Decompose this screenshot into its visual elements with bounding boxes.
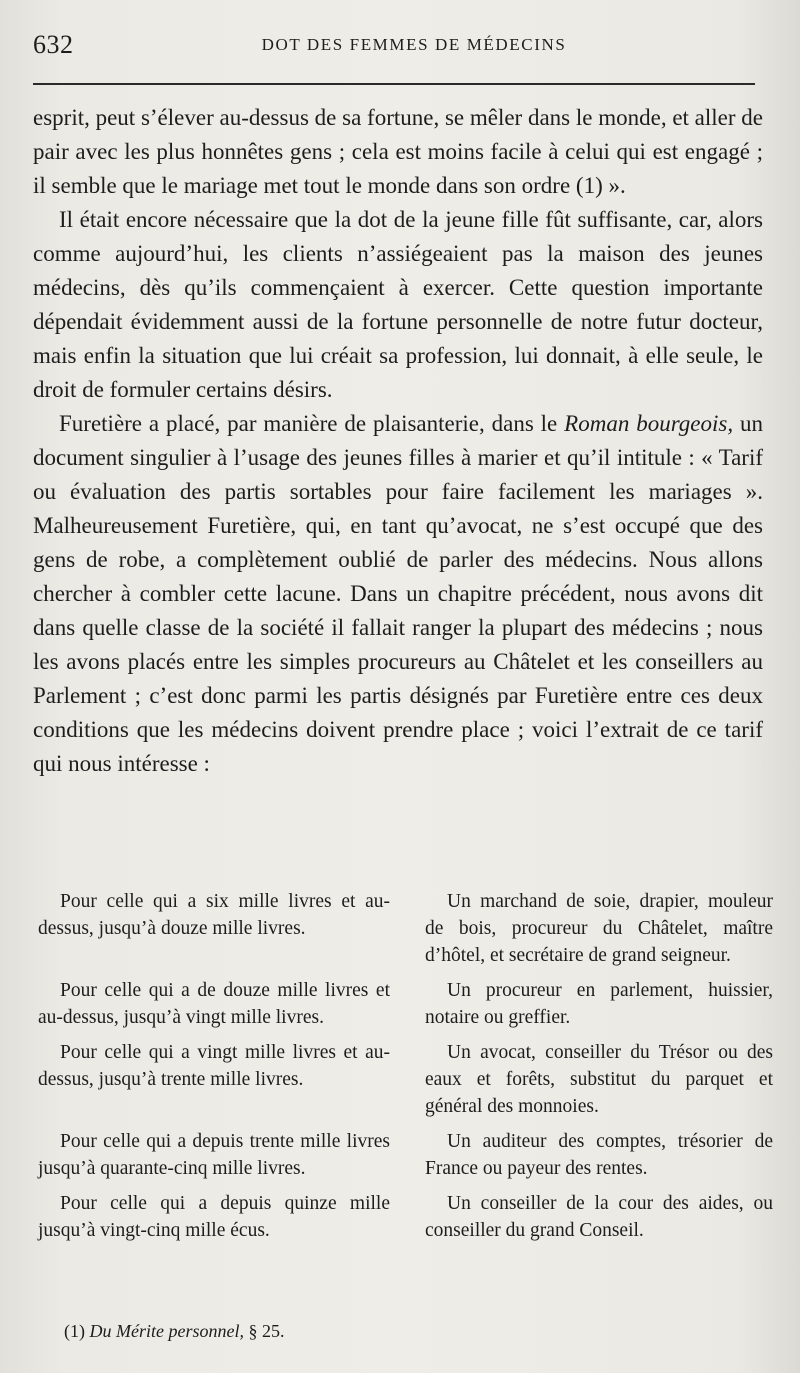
- footnote-marker: (1): [64, 1321, 85, 1341]
- footnote-reference: § 25.: [248, 1321, 285, 1341]
- tariff-match: Un marchand de soie, drapier, mouleur de bois, procureur du Châtelet, maître d’hôtel, et secrétaire de grand seigneur.: [425, 891, 773, 966]
- page-number: 632: [33, 30, 74, 59]
- tariff-row: [38, 1190, 773, 1244]
- book-title-roman-bourgeois: Roman bourgeois,: [564, 411, 734, 436]
- tariff-row: [38, 1039, 773, 1120]
- tariff-dowry: Pour celle qui a six mille livres et au-dessus, jusqu’à douze mille livres.: [38, 891, 390, 939]
- paragraph-2: Il était encore nécessaire que la dot de la jeune fille fût suffisante, car, alors comme aujourd’hui, les clients n’assiégeaient pas la maison des jeunes médecins, dès qu’ils commençaient à exercer. Cette question importante dépendait évidemment aussi de la fortune personnelle de notre futur docteur, mais enfin la situation que lui créait sa profession, lui donnait, à elle seule, le droit de formuler certains désirs.: [33, 207, 763, 402]
- paragraph-3-rest: un document singulier à l’usage des jeunes filles à marier et qu’il intitule : « Tarif ou évaluation des partis sortables pour faire facilement les mariages ». Malheureusement Furetière, qui, en tant qu’avocat, ne s’est occupé que des gens de robe, a complètement oublié de parler des médecins. Nous allons chercher à combler cette lacune. Dans un chapitre précédent, nous avons dit dans quelle classe de la société il fallait ranger la plupart des médecins ; nous les avons placés entre les simples procureurs au Châtelet et les conseillers au Parlement ; c’est donc parmi les partis désignés par Furetière entre ces deux conditions que les médecins doivent prendre place ; voici l’extrait de ce tarif qui nous intéresse :: [33, 411, 763, 776]
- tariff-match: Un auditeur des comptes, trésorier de France ou payeur des rentes.: [425, 1131, 773, 1179]
- footnote: [64, 1319, 284, 1343]
- paragraph-3-start: Furetière a placé, par manière de plaisanterie, dans le: [59, 411, 565, 436]
- tariff-row: [38, 977, 773, 1031]
- tariff-dowry: Pour celle qui a depuis quinze mille jusqu’à vingt-cinq mille écus.: [38, 1193, 390, 1241]
- tariff-match: Un avocat, conseiller du Trésor ou des eaux et forêts, substitut du parquet et général des monnoies.: [425, 1042, 773, 1117]
- tariff-dowry: Pour celle qui a depuis trente mille livres jusqu’à quarante-cinq mille livres.: [38, 1131, 390, 1179]
- tariff-row: [38, 1128, 773, 1182]
- page-header: [33, 30, 755, 66]
- body-text: [33, 101, 763, 781]
- header-rule: [33, 83, 755, 85]
- tariff-dowry: Pour celle qui a vingt mille livres et au-dessus, jusqu’à trente mille livres.: [38, 1042, 390, 1090]
- running-title: DOT DES FEMMES DE MÉDECINS: [261, 35, 567, 54]
- tariff-match: Un procureur en parlement, huissier, notaire ou greffier.: [425, 980, 773, 1028]
- tariff-dowry: Pour celle qui a de douze mille livres et au-dessus, jusqu’à vingt mille livres.: [38, 980, 390, 1028]
- tariff-table: [38, 888, 773, 1252]
- footnote-title: Du Mérite personnel,: [89, 1321, 244, 1341]
- tariff-row: [38, 888, 773, 969]
- tariff-match: Un conseiller de la cour des aides, ou conseiller du grand Conseil.: [425, 1193, 773, 1241]
- paragraph-3: [33, 407, 763, 781]
- paragraph-1: esprit, peut s’élever au-dessus de sa fortune, se mêler dans le monde, et aller de pair avec les plus honnêtes gens ; cela est moins facile à celui qui est engagé ; il semble que le mariage met tout le monde dans son ordre (1) ».: [33, 105, 763, 198]
